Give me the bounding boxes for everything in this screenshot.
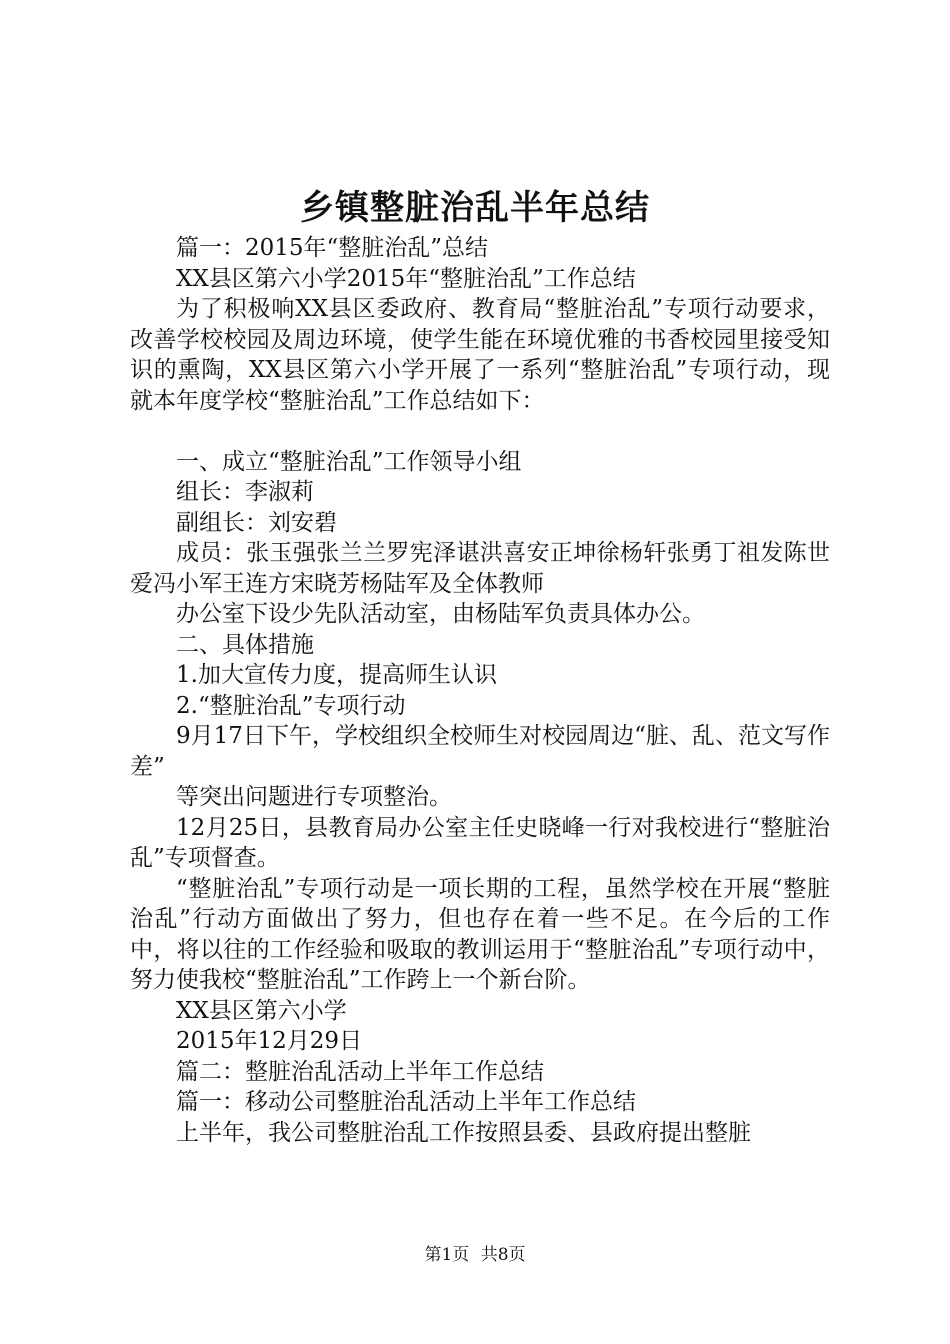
blank-line xyxy=(130,416,830,447)
paragraph: 9月17日下午，学校组织全校师生对校园周边“脏、乱、范文写作差” xyxy=(130,723,830,780)
document-title: 乡镇整脏治乱半年总结 xyxy=(300,188,650,228)
paragraph: “整脏治乱”专项行动是一项长期的工程，虽然学校在开展“整脏治乱”行动方面做出了努力，但也存在着一些不足。在今后的工作中，将以往的工作经验和吸取的教训运用于“整脏治乱”专项行动中，努力使我校“整脏治乱”工作跨上一个新台阶。 xyxy=(130,875,830,993)
paragraph: 组长：李淑莉 xyxy=(176,479,314,505)
document-body xyxy=(130,233,830,1148)
page-footer xyxy=(0,1243,950,1267)
paragraph: 副组长：刘安碧 xyxy=(176,509,337,536)
paragraph: 成员：张玉强张兰兰罗宪泽谌洪喜安正坤徐杨轩张勇丁祖发陈世爱冯小军王连方宋晓芳杨陆军及全体教师 xyxy=(130,540,830,597)
paragraph: 为了积极响XX县区委政府、教育局“整脏治乱”专项行动要求，改善学校校园及周边环境，使学生能在环境优雅的书香校园里接受知识的熏陶，XX县区第六小学开展了一系列“整脏治乱”专项行动，现就本年度学校“整脏治乱”工作总结如下： xyxy=(130,296,830,414)
paragraph: 2.“整脏治乱”专项行动 xyxy=(176,692,406,719)
page-number: 第1页 xyxy=(424,1245,470,1265)
paragraph: XX县区第六小学2015年“整脏治乱”工作总结 xyxy=(176,265,636,292)
section-heading: 篇一：移动公司整脏治乱活动上半年工作总结 xyxy=(176,1089,636,1115)
paragraph: 12月25日，县教育局办公室主任史晓峰一行对我校进行“整脏治乱”专项督查。 xyxy=(130,814,830,871)
paragraph: 等突出问题进行专项整治。 xyxy=(176,784,452,810)
section-heading: 二、具体措施 xyxy=(176,631,314,658)
signature-org: XX县区第六小学 xyxy=(176,997,347,1024)
paragraph: 办公室下设少先队活动室，由杨陆军负责具体办公。 xyxy=(176,601,705,627)
section-heading: 篇二：整脏治乱活动上半年工作总结 xyxy=(176,1058,544,1085)
signature-date: 2015年12月29日 xyxy=(176,1028,363,1054)
paragraph: 篇一：2015年“整脏治乱”总结 xyxy=(176,235,489,261)
paragraph: 上半年，我公司整脏治乱工作按照县委、县政府提出整脏 xyxy=(176,1119,751,1146)
paragraph: 1.加大宣传力度，提高师生认识 xyxy=(176,662,497,688)
page-total: 共8页 xyxy=(480,1245,526,1265)
section-heading: 一、成立“整脏治乱”工作领导小组 xyxy=(176,448,522,475)
